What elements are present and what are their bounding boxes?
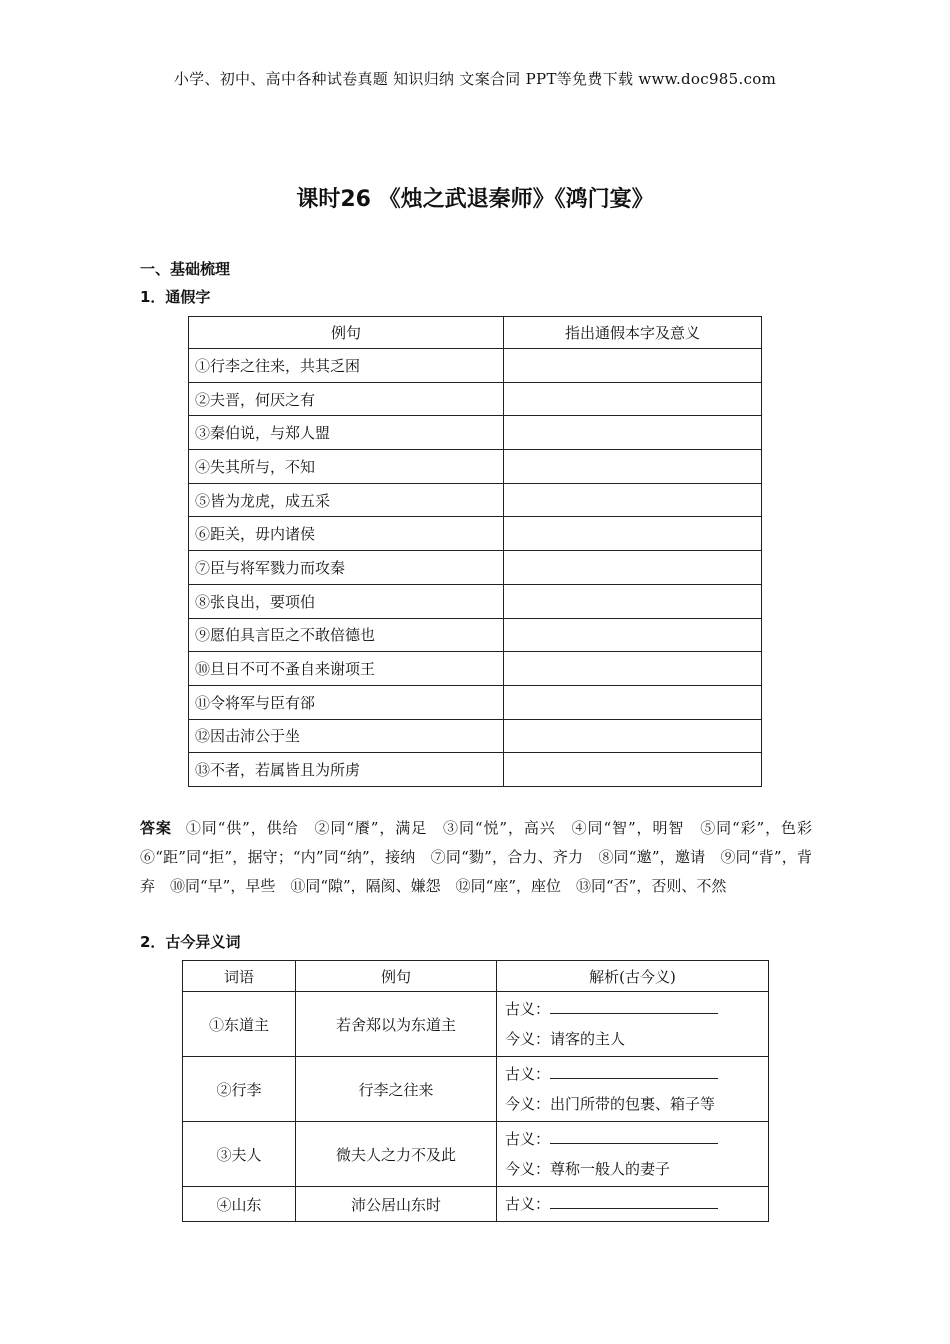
answer-cell[interactable] — [504, 382, 762, 416]
fill-blank[interactable] — [550, 1194, 718, 1209]
section-heading-basics: 一、基础梳理 — [140, 260, 231, 278]
jin-yi-line: 今义：出门所带的包裹、箱子等 — [505, 1095, 716, 1113]
example-cell: 沛公居山东时 — [296, 1187, 497, 1222]
answer-cell[interactable] — [504, 753, 762, 787]
column-header-example: 例句 — [189, 317, 504, 349]
answer-label: 答案 — [140, 819, 172, 837]
example-cell: 微夫人之力不及此 — [296, 1122, 497, 1187]
example-sentence: ⑩旦日不可不蚤自来谢项王 — [189, 652, 504, 686]
table-row — [189, 584, 762, 618]
table-row — [189, 685, 762, 719]
fill-blank[interactable] — [550, 1064, 718, 1079]
answer-cell[interactable] — [504, 450, 762, 484]
page-header: 小学、初中、高中各种试卷真题 知识归纳 文案合同 PPT等免费下载 www.doc985.com — [173, 70, 777, 88]
answer-cell[interactable] — [504, 719, 762, 753]
table-row — [189, 450, 762, 484]
example-sentence: ②夫晋，何厌之有 — [189, 382, 504, 416]
example-sentence: ⑥距关，毋内诸侯 — [189, 517, 504, 551]
fill-blank[interactable] — [550, 999, 718, 1014]
column-header-example: 例句 — [296, 961, 497, 992]
word-cell: ①东道主 — [183, 992, 296, 1057]
gu-yi-line[interactable]: 古义： — [505, 994, 760, 1024]
analysis-cell — [497, 1122, 769, 1187]
page-title: 课时26 《烛之武退秦师》《鸿门宴》 — [296, 187, 654, 212]
table-row — [183, 1122, 769, 1187]
answer-text: ①同“供”，供给 ②同“餍”，满足 ③同“悦”，高兴 ④同“智”，明智 ⑤同“彩”，色彩 ⑥“距”同“拒”，据守；“内”同“纳”，接纳 ⑦同“勠”，合力、齐力 ⑧同“邀”，邀请 ⑨同“背”，背弃 ⑩同“早”，早些 ⑪同“隙”，隔阂、嫌怨 ⑫同“座”，座位 ⑬同“否”，否则、不然 — [140, 819, 827, 895]
example-sentence: ⑨愿伯具言臣之不敢倍德也 — [189, 618, 504, 652]
answer-cell[interactable] — [504, 652, 762, 686]
gu-yi-line[interactable]: 古义： — [505, 1059, 760, 1089]
word-cell: ④山东 — [183, 1187, 296, 1222]
gu-yi-line[interactable]: 古义： — [505, 1124, 760, 1154]
table-row — [189, 517, 762, 551]
example-sentence: ⑪令将军与臣有郤 — [189, 685, 504, 719]
answer-cell[interactable] — [504, 618, 762, 652]
example-sentence: ⑫因击沛公于坐 — [189, 719, 504, 753]
table-row — [189, 551, 762, 585]
table-row — [189, 753, 762, 787]
column-header-analysis: 解析(古今义) — [497, 961, 769, 992]
sub-heading-gujinyiyi: 2．古今异义词 — [140, 933, 241, 951]
example-cell: 若舍郑以为东道主 — [296, 992, 497, 1057]
example-sentence: ④失其所与，不知 — [189, 450, 504, 484]
table-header-row — [189, 317, 762, 349]
table-row — [189, 382, 762, 416]
example-cell: 行李之往来 — [296, 1057, 497, 1122]
answer-cell[interactable] — [504, 483, 762, 517]
answer-cell[interactable] — [504, 685, 762, 719]
example-sentence: ⑤皆为龙虎，成五采 — [189, 483, 504, 517]
word-cell: ②行李 — [183, 1057, 296, 1122]
table-row — [189, 483, 762, 517]
table-row — [189, 719, 762, 753]
jin-yi-line: 今义：请客的主人 — [505, 1030, 626, 1048]
gu-yi-line[interactable]: 古义： — [505, 1189, 760, 1219]
column-header-answer: 指出通假本字及意义 — [504, 317, 762, 349]
word-cell: ③夫人 — [183, 1122, 296, 1187]
table-row — [183, 1187, 769, 1222]
column-header-word: 词语 — [183, 961, 296, 992]
answer-cell[interactable] — [504, 517, 762, 551]
example-sentence: ⑧张良出，要项伯 — [189, 584, 504, 618]
table-row — [189, 652, 762, 686]
gujinyiyi-table — [182, 960, 769, 1222]
answer-cell[interactable] — [504, 416, 762, 450]
tongjiazi-table — [188, 316, 762, 787]
table-row — [183, 992, 769, 1057]
answer-cell[interactable] — [504, 551, 762, 585]
example-sentence: ⑦臣与将军戮力而攻秦 — [189, 551, 504, 585]
fill-blank[interactable] — [550, 1129, 718, 1144]
jin-yi-line: 今义：尊称一般人的妻子 — [505, 1160, 671, 1178]
analysis-cell — [497, 1057, 769, 1122]
answer-cell[interactable] — [504, 349, 762, 383]
analysis-cell — [497, 992, 769, 1057]
table-row — [189, 416, 762, 450]
example-sentence: ③秦伯说，与郑人盟 — [189, 416, 504, 450]
table-row — [189, 618, 762, 652]
table-row — [189, 349, 762, 383]
answer-cell[interactable] — [504, 584, 762, 618]
table-header-row — [183, 961, 769, 992]
analysis-cell — [497, 1187, 769, 1222]
example-sentence: ⑬不者，若属皆且为所虏 — [189, 753, 504, 787]
answer-paragraph — [140, 814, 827, 901]
sub-heading-tongjiazi: 1．通假字 — [140, 288, 211, 306]
example-sentence: ①行李之往来，共其乏困 — [189, 349, 504, 383]
table-row — [183, 1057, 769, 1122]
